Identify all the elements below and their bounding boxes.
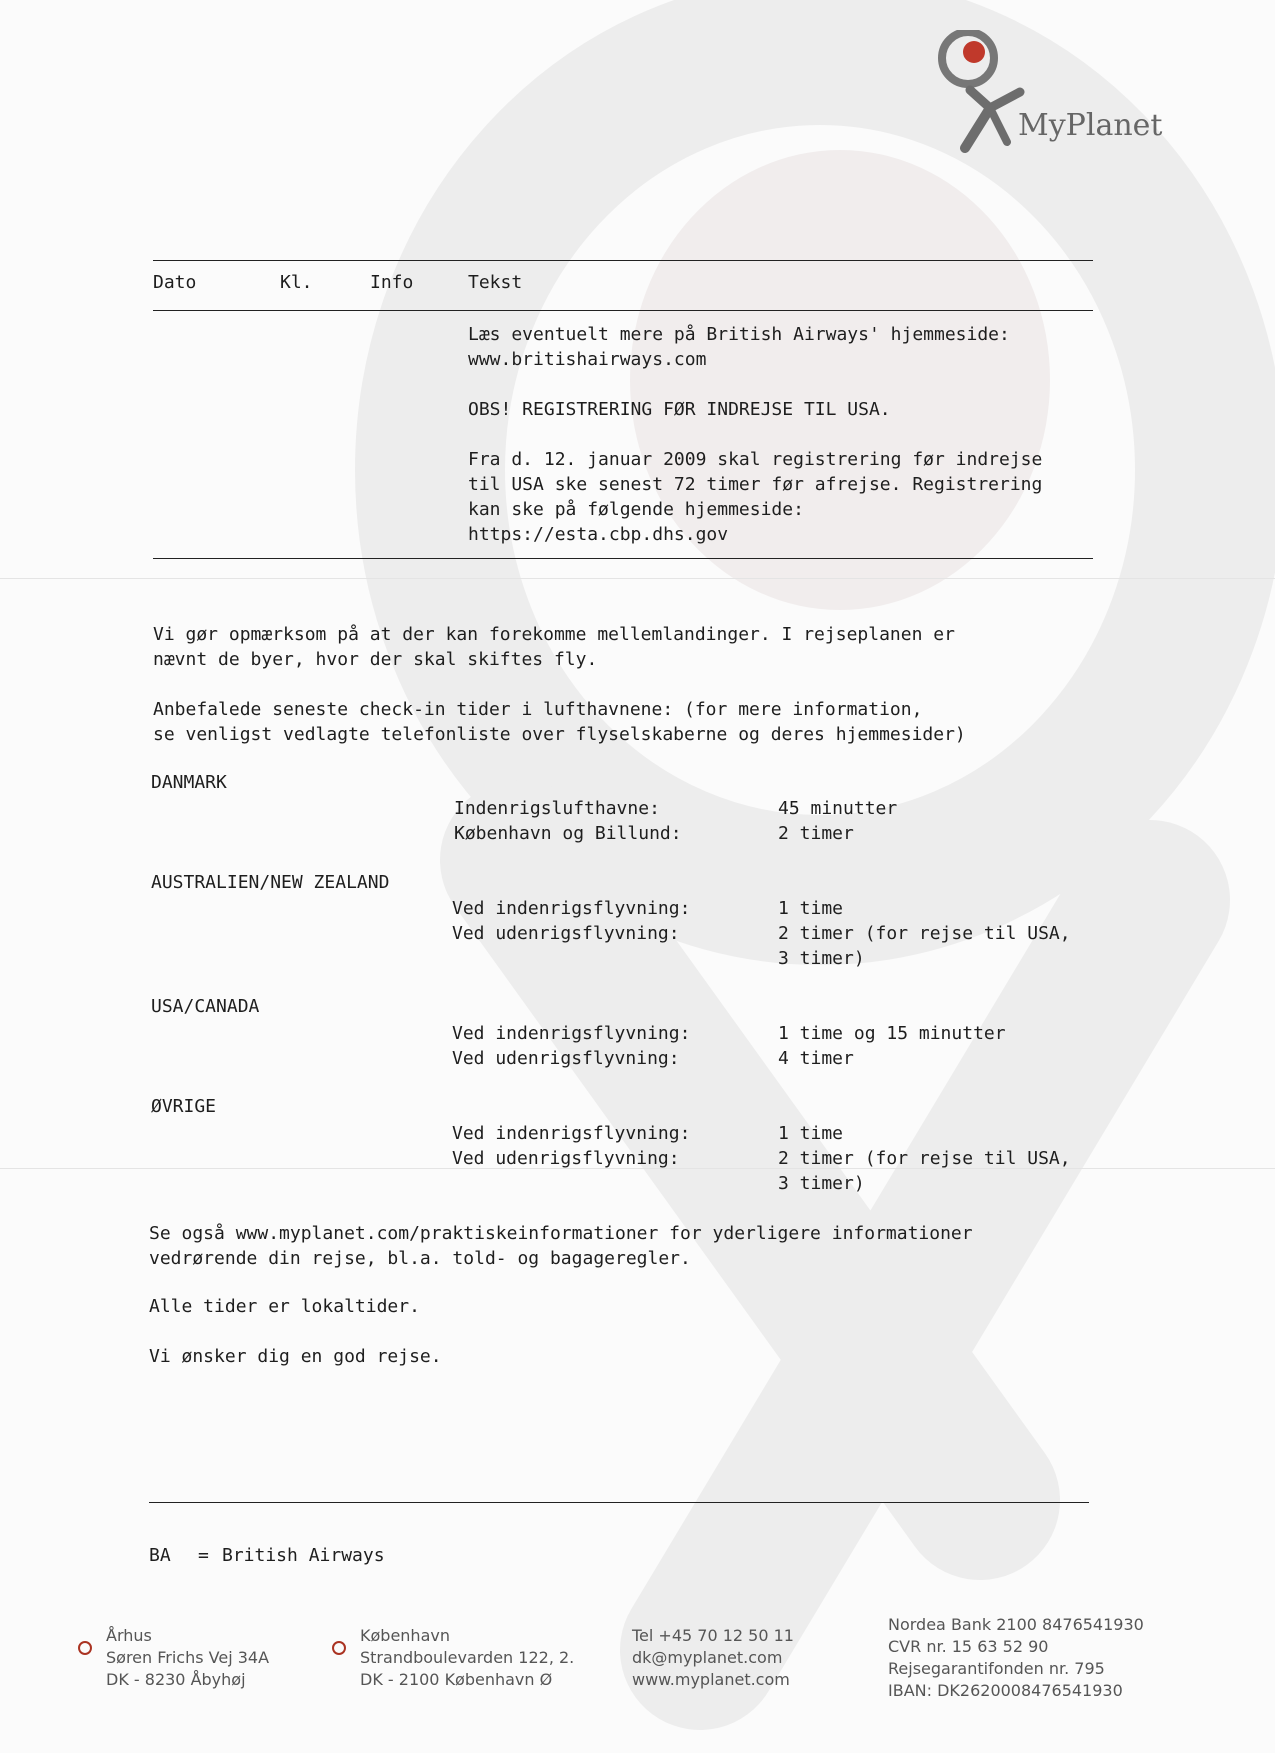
top-rule: [153, 260, 1093, 261]
footer-kbh: [360, 1625, 574, 1691]
footer-iban: IBAN: DK2620008476541930: [888, 1681, 1123, 1700]
footer-zip: DK - 2100 København Ø: [360, 1670, 553, 1689]
checkin-value: 3 timer): [778, 1173, 865, 1194]
header-time: Kl.: [280, 272, 313, 293]
legend-equals: =: [198, 1545, 209, 1566]
office-marker-icon: [332, 1641, 346, 1655]
closing-text: Alle tider er lokaltider.: [149, 1296, 420, 1317]
paper-fold: [0, 578, 1275, 579]
notice-rule: [153, 558, 1093, 559]
closing-text: Se også www.myplanet.com/praktiskeinformationer for yderligere informationer: [149, 1223, 973, 1244]
footer-aarhus: [106, 1625, 269, 1691]
region-heading: USA/CANADA: [151, 996, 260, 1017]
footer-web: www.myplanet.com: [632, 1670, 790, 1689]
checkin-label: Ved indenrigsflyvning:: [452, 1123, 691, 1144]
brand-name: MyPlanet: [1018, 108, 1163, 143]
checkin-value: 1 time: [778, 898, 844, 919]
footer-cvr: CVR nr. 15 63 52 90: [888, 1637, 1049, 1656]
checkin-value: 2 timer (for rejse til USA,: [778, 923, 1071, 944]
footer-bank-account: Nordea Bank 2100 8476541930: [888, 1615, 1144, 1634]
legend-rule: [149, 1502, 1089, 1503]
region-heading: ØVRIGE: [151, 1096, 217, 1117]
footer-zip: DK - 8230 Åbyhøj: [106, 1670, 246, 1689]
notice-reg: kan ske på følgende hjemmeside:: [468, 499, 804, 520]
footer-email: dk@myplanet.com: [632, 1648, 783, 1667]
checkin-value: 4 timer: [778, 1048, 854, 1069]
closing-text: vedrørende din rejse, bl.a. told- og bagageregler.: [149, 1248, 691, 1269]
checkin-value: 45 minutter: [778, 798, 898, 819]
region-heading: DANMARK: [151, 772, 227, 793]
checkin-label: Ved indenrigsflyvning:: [452, 898, 691, 919]
notice-reg: til USA ske senest 72 timer før afrejse. Registrering: [468, 474, 1043, 495]
footer-bank: [888, 1614, 1144, 1702]
closing-text: Vi ønsker dig en god rejse.: [149, 1346, 442, 1367]
footer-fund: Rejsegarantifonden nr. 795: [888, 1659, 1105, 1678]
notice-line: Læs eventuelt mere på British Airways' hjemmeside:: [468, 324, 1010, 345]
checkin-label: Ved udenrigsflyvning:: [452, 923, 680, 944]
footer-contact: [632, 1625, 794, 1691]
footer-street: Søren Frichs Vej 34A: [106, 1648, 270, 1667]
checkin-value: 2 timer (for rejse til USA,: [778, 1148, 1071, 1169]
checkin-label: Ved indenrigsflyvning:: [452, 1023, 691, 1044]
header-rule: [153, 310, 1093, 311]
intro-text: Vi gør opmærksom på at der kan forekomme mellemlandinger. I rejseplanen er: [153, 624, 955, 645]
notice-obs: OBS! REGISTRERING FØR INDREJSE TIL USA.: [468, 399, 891, 420]
footer-city: Århus: [106, 1626, 152, 1645]
legend-code: BA: [149, 1545, 171, 1566]
notice-link: www.britishairways.com: [468, 349, 707, 370]
checkin-label: København og Billund:: [454, 823, 682, 844]
notice-link: https://esta.cbp.dhs.gov: [468, 524, 729, 545]
checkin-label: Ved udenrigsflyvning:: [452, 1048, 680, 1069]
header-text: Tekst: [468, 272, 523, 293]
checkin-label: Ved udenrigsflyvning:: [452, 1148, 680, 1169]
header-date: Dato: [153, 272, 197, 293]
intro-text: nævnt de byer, hvor der skal skiftes fly.: [153, 649, 598, 670]
intro-text: se venligst vedlagte telefonliste over flyselskaberne og deres hjemmesider): [153, 724, 966, 745]
footer-city: København: [360, 1626, 450, 1645]
checkin-value: 1 time og 15 minutter: [778, 1023, 1006, 1044]
office-marker-icon: [78, 1641, 92, 1655]
notice-reg: Fra d. 12. januar 2009 skal registrering før indrejse: [468, 449, 1043, 470]
checkin-value: 1 time: [778, 1123, 844, 1144]
footer-tel: Tel +45 70 12 50 11: [632, 1626, 794, 1645]
header-info: Info: [370, 272, 414, 293]
footer-street: Strandboulevarden 122, 2.: [360, 1648, 575, 1667]
checkin-value: 3 timer): [778, 948, 865, 969]
region-heading: AUSTRALIEN/NEW ZEALAND: [151, 872, 390, 893]
checkin-label: Indenrigslufthavne:: [454, 798, 660, 819]
intro-text: Anbefalede seneste check-in tider i lufthavnene: (for mere information,: [153, 699, 923, 720]
checkin-value: 2 timer: [778, 823, 854, 844]
legend-meaning: British Airways: [222, 1545, 385, 1566]
